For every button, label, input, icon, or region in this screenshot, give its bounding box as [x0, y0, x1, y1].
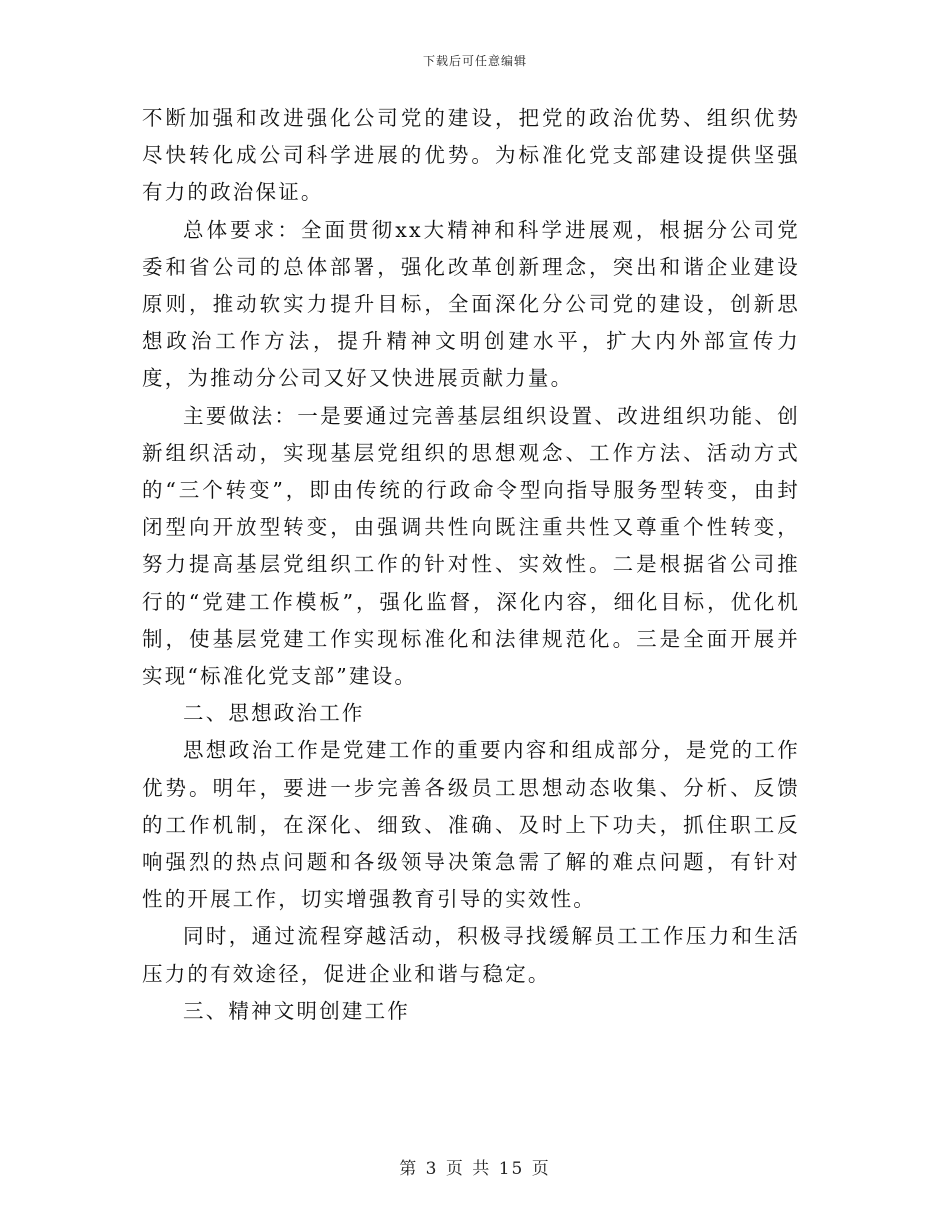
ideological-work-paragraph: 思想政治工作是党建工作的重要内容和组成部分，是党的工作优势。明年，要进一步完善各级员工思想动态收集、分析、反馈的工作机制，在深化、细致、准确、及时上下功夫，抓住职工反响强烈的热点问题和各级领导决策急需了解的难点问题，有针对性的开展工作，切实增强教育引导的实效性。: [142, 738, 800, 912]
body-paragraph: 不断加强和改进强化公司党的建设，把党的政治优势、组织优势尽快转化成公司科学进展的优势。为标准化党支部建设提供坚强有力的政治保证。: [142, 106, 800, 205]
page-header: 下载后可任意编辑: [422, 54, 527, 68]
process-activity-paragraph: 同时，通过流程穿越活动，积极寻找缓解员工工作压力和生活压力的有效途径，促进企业和谐与稳定。: [142, 924, 800, 986]
general-requirements-paragraph: 总体要求：全面贯彻xx大精神和科学进展观，根据分公司党委和省公司的总体部署，强化改革创新理念，突出和谐企业建设原则，推动软实力提升目标，全面深化分公司党的建设，创新思想政治工作方法，提升精神文明创建水平，扩大内外部宣传力度，为推动分公司又好又快进展贡献力量。: [142, 217, 800, 391]
section-heading-ideological-work: 二、思想政治工作: [183, 701, 365, 726]
document-body: [142, 100, 800, 1030]
page-number-footer: 第 3 页 共 15 页: [399, 1159, 551, 1179]
section-heading-spiritual-civilization: 三、精神文明创建工作: [183, 998, 410, 1023]
main-methods-paragraph: 主要做法：一是要通过完善基层组织设置、改进组织功能、创新组织活动，实现基层党组织的思想观念、工作方法、活动方式的“三个转变”，即由传统的行政命令型向指导服务型转变，由封闭型向开放型转变，由强调共性向既注重共性又尊重个性转变，努力提高基层党组织工作的针对性、实效性。二是根据省公司推行的“党建工作模板”，强化监督，深化内容，细化目标，优化机制，使基层党建工作实现标准化和法律规范化。三是全面开展并实现“标准化党支部”建设。: [142, 403, 800, 689]
